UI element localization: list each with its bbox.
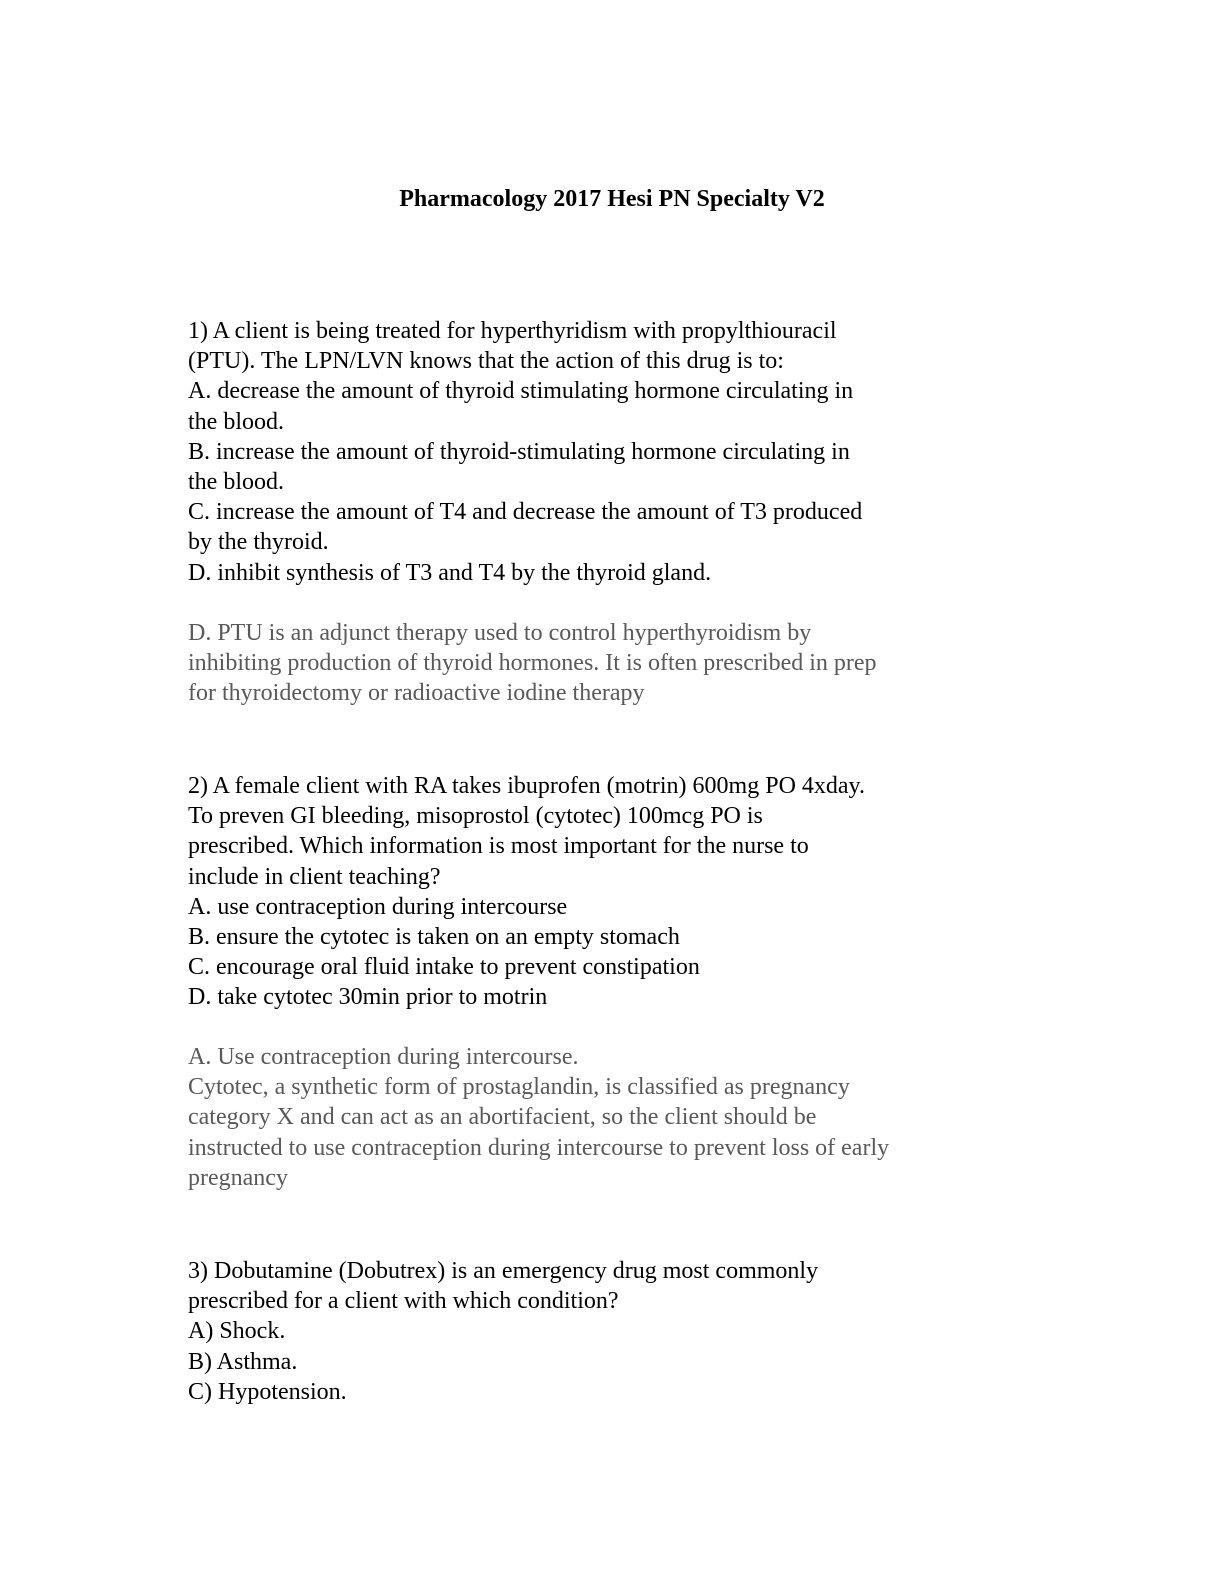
question-3-option-line: A) Shock. (188, 1318, 286, 1345)
question-1-stem-line: (PTU). The LPN/LVN knows that the action of this drug is to: (188, 348, 784, 375)
question-2 (188, 771, 1008, 1013)
question-1-option-line: A. decrease the amount of thyroid stimulating hormone circulating in (188, 378, 854, 405)
question-1-option-line: the blood. (188, 469, 284, 496)
answer-2-line: A. Use contraception during intercourse. (188, 1044, 579, 1070)
question-1-stem-line: 1) A client is being treated for hyperthyridism with propylthiouracil (188, 318, 837, 344)
question-3-option-line: C) Hypotension. (188, 1378, 347, 1405)
answer-1-line: for thyroidectomy or radioactive iodine therapy (188, 680, 645, 707)
answer-1-line: inhibiting production of thyroid hormones. It is often prescribed in prep (188, 650, 877, 677)
question-3-stem-line: prescribed for a client with which condition? (188, 1288, 619, 1315)
question-2-stem-line: 2) A female client with RA takes ibuprofen (motrin) 600mg PO 4xday. (188, 773, 865, 799)
answer-1-line: D. PTU is an adjunct therapy used to control hyperthyroidism by (188, 620, 812, 646)
answer-2-line: instructed to use contraception during intercourse to prevent loss of early (188, 1134, 890, 1161)
question-2-option-line: A. use contraception during intercourse (188, 893, 568, 920)
question-1-option-line: C. increase the amount of T4 and decrease the amount of T3 produced (188, 499, 863, 526)
question-2-stem-line: prescribed. Which information is most important for the nurse to (188, 833, 809, 860)
question-2-option-line: C. encourage oral fluid intake to prevent constipation (188, 954, 700, 981)
question-2-stem-line: include in client teaching? (188, 863, 441, 890)
answer-1 (188, 618, 1008, 709)
question-3-stem-line: 3) Dobutamine (Dobutrex) is an emergency drug most commonly (188, 1258, 819, 1284)
answer-2-line: category X and can act as an abortifacient, so the client should be (188, 1104, 817, 1131)
question-2-option-line: D. take cytotec 30min prior to motrin (188, 984, 548, 1011)
answer-2 (188, 1042, 1008, 1193)
question-3-option-line: B) Asthma. (188, 1348, 298, 1375)
answer-2-line: Cytotec, a synthetic form of prostaglandin, is classified as pregnancy (188, 1074, 850, 1101)
question-2-stem-line: To preven GI bleeding, misoprostol (cytotec) 100mcg PO is (188, 803, 763, 830)
question-1-option-line: D. inhibit synthesis of T3 and T4 by the thyroid gland. (188, 559, 712, 586)
answer-2-line: pregnancy (188, 1164, 288, 1191)
question-1-option-line: the blood. (188, 408, 284, 435)
question-1-option-line: by the thyroid. (188, 529, 329, 556)
question-1 (188, 316, 1008, 588)
question-3 (188, 1256, 1008, 1407)
document-title: Pharmacology 2017 Hesi PN Specialty V2 (399, 186, 825, 212)
question-2-option-line: B. ensure the cytotec is taken on an empty stomach (188, 924, 680, 951)
question-1-option-line: B. increase the amount of thyroid-stimulating hormone circulating in (188, 438, 850, 465)
